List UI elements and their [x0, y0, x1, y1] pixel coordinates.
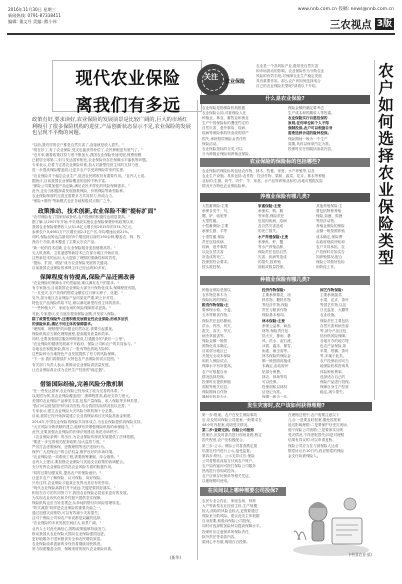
subhead-2: 保障程度有待提高,保险产品还需改善: [40, 275, 135, 281]
faq-heading-2: 农业保险的保险标的包括哪些?: [200, 158, 370, 167]
feature-vertical-title: 农户如何选择农业保险类型: [378, 61, 394, 267]
article-body-3: "农业保险的保障水平仍然偏低,难以满足农户的需求。" 有专家指出,目前我国农业保险大部分只保物化成本,保障程度有限。 "一旦受灾,农户获得的赔偿金额往往只够买种子、化肥。" 另外,部分地区农业保险产品同质化严重,缺乏针对性。 特色农产品保险供给不足,难以满足新型经营主体的需求。 "一些种植大户、家庭农场的风险保障需求更高。" 对此,专家建议,应当逐步提高保险金额,开发收入保险。 除了政策性保险外,还要积极发展商业性农业保险,形成多层次 的保险体系,满足不同主体的保障需求。 "理赔难、理赔慢"的问题也仍然存在,需要引起重视。 保险机构应当简化理赔流程,提高服务质量和效率。 同时,还要加强基层服务网络建设,打通服务的"最后一公里"。 "农业保险的健康发展离不开政府、保险公司和农户的共同参与。" 各地也在积极探索,推出了一批有特色的地方险种。 这些险种为当地特色产业发展提供了有力的风险保障。 "下一步,我们将继续扩大特色农产品保险的试点范围。" 有关部门负责人表示,要推动农业保险高质量发展。 让农业保险真正成为农民生产经营的"稳定器"。: [32, 281, 139, 372]
tag-aquaculture: 水产养殖保险: [258, 234, 280, 239]
hotline: 新闻热线: 0791-87338411: [8, 13, 61, 18]
subhead-3: 借鉴国际经验,完善风险分散机制: [40, 382, 124, 388]
feature-divider: [374, 60, 375, 400]
article-body-4: "在一些发达国家,农业保险已经形成了较为完善的体系。" 以美国为例,其农业保险覆盖面广,保障程度高,政府支持力度大。 美国的农业保险产品种类丰富,包括产量保险、收入保险等多种类型。 "我们可以借鉴国外的成功经验,结合我国实际情况加以完善。" 专家表示,建立农业保险大灾风险分散机制十分必要。 目前,我国已经开始探索建立农业再保险和巨灾风险准备金制度。 2014年,中国农业保险再保险共同体成立,为农业保险提供再保险支持。 "大灾风险分散机制的建立,能够有效增强保险机构的承保能力。" 此外,还要加强农业保险的法律法规建设,规范市场秩序。 《农业保险条例》的出台,为农业保险的规范发展提供了法律依据。 "要进一步完善相关配套政策,加大监管力度。" 严厉打击虚假承保、虚假理赔等违法违规行为。 保护广大投保农户的合法权益,维护良好的市场环境。 "农业保险是一项系统工程,需要统筹兼顾、综合施策。" 业内人士建议,要加强农业保险与其他支农政策的协调配合。 充分发挥农业保险在防范农业风险方面的积极作用。 "同时还要加强宣传,提高农户的保险意识。" 让更多农户了解保险、认可保险、用好保险。 只有这样,农业保险才能真正发挥出其应有的作用。 "现代农业保险离我们并不遥远,关键是要抓好落实。" 相信在各方的共同努力下,我国农业保险必将迎来更好的发展。 为实现农业现代化和乡村振兴提供坚实保障。 保险机构也应当转变观念,从单纯的赔付向风险管理转变。 "防灾减损"同样是农业保险的重要功能之一。 通过加强灾前预防,可以有效减少灾害损失。 这对于保险公司和农户来说都是双赢的选择。 "农业保险的未来发展空间巨大,前景广阔。" 业内人士对此充满信心,期待政策能够持续发力。 推动我国从农业保险大国向农业保险强国迈进。 更好地服务于国家粮食安全和农民增收致富。 农业保险改革创新的步伐仍将继续加快推进。 努力构建覆盖全面、保障适度的现代农业保险体系。: [32, 389, 145, 551]
faq-answer-3-col3: 其他养殖保险:主 要包括特种养殖 保险,如鹿、狐狸 等经济动物。 养殖业保险的保险 金额一般按照养殖 成本确定,保险费 由政府财政补贴和 农户共同承担。农 户投保时应如实告 知养殖情况,配合 保险公司做好验标 和防疫工作。: [316, 204, 345, 270]
faq-answer-4-col1: 种植业保险是指以 农作物及林木为 保险标的的保险。 粮食作物保险:主 要承保水稻、小麦、 玉米等粮食作物, 保险责任包括暴雨、 洪水、内涝、风灾、 雹灾、冻灾、旱灾、 病虫草鼠害等。 保险金额一般按 照物化成本确定。 目前部分地区已 开展完全成本保险 和收入保险试点, 保障水平有所提高。 农户可根据自身 情况选择投保。 投保时应提供种植 面积等相关信息。 保险期间自作物 播种至收获为止。: [202, 288, 235, 398]
faq-answer-4-col2: 经济作物保险: 主要承保棉花、油 料作物、糖料作物 等经济作物,保险 责任与粮食作物 保险基本相同。 林木保险:主要 承保公益林、商品 林等,保险责任包 括火灾、暴雨、暴 风、洪水、泥石流、 冰雹、霜冻、暴雪、 雨凇、病虫害等。 林木保险的保险金 额一般按照再植成 本确定,由政府补 贴部分保费。 林农、林场等均 可以投保。 投保面积以林权 证登记为准。 保期一般为一年。: [262, 288, 295, 398]
feature-intro: 农业是一个高风险产业,极易受自然灾害 和市场波动的影响。农业保险作为分散农业 风险的有效手段,对保障农业生产稳定发展 具有重要作用。那么农户该如何选择适合 自己的农业保险类型呢?请看以下介绍。: [256, 64, 325, 89]
feature-credit: (中国农业部): [348, 552, 372, 557]
article-byline: (新华): [170, 555, 182, 560]
headline-line-2: 离我们有多远: [75, 96, 181, 116]
faq-answer-1-right: 保险金额的确定要考虑 生产成本和预期收入等因素。 农业保险实行自愿投保的 原则,任何单位和个人不得 强制投保,农户可以根据自身 需要选择合适的险种投保。 保险期间一般为一个生产 周期,具体以保单约定为准。 投保时应仔细阅读条款内容。: [288, 106, 335, 151]
tag-horticulture: 园艺作物保险: [320, 288, 342, 292]
article-body-2: "农村保险有了国家财政补贴,农户投保的积极性也明显提高。" 据了解,从2007年开始,中央财政实施农业保险保费补贴政策以来, 我国农业保险保费收入从51.8亿元增长到2015年的374.7亿元。 参保农户从4981万户次增长到2.3亿户次,年均增速达到21%。 同时,保险品种也由最初的5个增加到目前的190余种,覆盖农、林、牧、 渔各个方面,基本覆盖了主要大宗农产品。 "新一轮的技术创新,让农业保险服务更加便捷高效。" 无人机查勘、卫星遥感等新技术已在部分地区开始应用。 这些新技术的运用,大大提高了理赔的准确性和时效性。 "提标、扩面、增品"成为农业保险发展的关键词。 目前我国农业保险的承保主体已经达到30多家。: [32, 215, 145, 270]
headline: [58, 64, 198, 116]
column-divider: [197, 100, 198, 560]
editor-credits: 编辑: 董文丹 美编: 熊小伟: [8, 19, 57, 24]
feature-badge: [195, 64, 253, 98]
tag-forestry: 林木保险: [262, 318, 277, 323]
article-body-1: "以前,我们村的农户都是自然灾害了,直接就是收入损失。" "现在好了,有了农业保险,受灾也能获得补偿了,农民种粮更有底气了。" "近年来,随着政策扶持力度不断加大,我国农业保险快速发展,保费规模 已跃居全球第二,但与发达国家相比,农业保险仍存在保障水平偏低等问题。 专家表示,应着力完善农业保险体系,加大对新型经营主体的支持力度, 进一步提高保险覆盖面,让更多农户享受到保险带来的实惠。 "农业保险对于稳定农业生产,促进农民增收具有重要作用。"业内人士说。 据统计,目前我国农业保险覆盖的品种不断丰富。 "保险公司要加强产品创新,满足农民多样化的风险保障需求。" 此外,还应当积极探索发展指数保险、价格保险等新型险种。 农业保险制度的完善还需要多方共同努力,形成合力。 "保险+期货"等新模式也在各地积极试点推广之中。: [32, 143, 150, 204]
badge-label: 关注: [204, 73, 218, 81]
subhead-1: 政策推动、技术创新,农业保险不断"提标扩面": [38, 209, 157, 215]
headline-line-1: 现代农业保险: [75, 69, 181, 89]
faq-heading-5: 发生灾害时,农户该如何获得理赔?: [200, 402, 372, 411]
section-number: 3版: [376, 19, 392, 29]
faq-heading-4: 种植业保险有哪几类?: [200, 276, 370, 285]
date-line: 2016年11月30日 星期三: [8, 7, 56, 12]
badge-topic: 农业保险: [225, 79, 246, 85]
faq-answer-5-left: 第一步:报案。农户在发生保险事故 后,应及时向保险公司报案,一般要求在 48小时内报案,说明受灾情况。 第二步:查勘定损。保险公司接到 报案后,应及时派员进行现场查勘,核定 损失程度,农户应积极配合。 第三步:公示。保险公司将查勘定损 结果在村内进行公示,接受监督。 第四步:赔付。公示无异议后,保险 公司将赔款直接支付到农户账户。 农户如有疑问可拨打保险公司服务 热线进行咨询或投诉。 农户应保存好保单等相关凭证。 以便理赔时使用。: [202, 413, 262, 484]
farmer-illustration: [288, 488, 374, 558]
tag-cash-crops: 经济作物保险: [262, 288, 284, 292]
faq-answer-2: 农业保险的保险标的包括农作物、林木、牲畜、家禽、水产养殖等,以及 农业生产设施。具体包括:农作物、经济作物、果树、蔬菜、花卉、林木等种植 业标的;生猪、奶牛、肉牛、羊、家禽、水产品等养殖业标的,各地可根据实际 情况开办特色农业保险险种。: [202, 169, 326, 189]
tag-grain: 粮食作物保险: [202, 303, 224, 308]
article-lead: 政策有好,要求读好,农业保险的发展前景是比较广阔的,巨大的市场红利吸引了很多保险机构的进驻,产品创新状态显示不足,农业保险的发展也呈现不平衡的问题。: [32, 117, 191, 137]
section-label: [330, 16, 394, 32]
website-line[interactable]: www.nnb.com.cn 投稿: news@nnb.com.cn: [297, 7, 394, 12]
page-header: [0, 0, 402, 36]
faq-answer-6: 农民专业合作社、家庭农场、种养 大户等新型农业经营主体,生产规模 较大,面临的风险也较大,更需要通过 保险来分散风险。建议此类主体根据 自身需要,积极向保险公司投保, 同时可选择附加险种以提高保障水平。 投保时应注意保单的保险责任、 除外责任等条款内容。 做到心中有数,明明白白投保。: [202, 499, 264, 544]
faq-answer-3-col2: 家禽保险:主要 承保鸡、鸭、鹅 等家禽,保险责任 包括因疾病、疫病 及自然灾害造成 的死亡损失。 水产养殖保险:主要 承保鱼、虾、蟹 等水产养殖品种, 保险责任包括自然 灾害、疾病等造成 的损失,按养殖 面积或数量投保。: [258, 204, 289, 270]
faq-answer-5-right: 在理赔过程中,农户需要注意以下 几点:一是要及时报案,避免因报案 延迟影响理赔;二是要保护好受灾现场, 便于保险公司查勘;三是要如实反映 受灾情况,不得虚报损失;四是对理赔 结果有异议的,可以申请复核。 保险公司应当在与被保险人达成 赔偿协议后10日内,将应赔偿的保险 金支付给被保险人。: [288, 413, 348, 458]
faq-answer-4-col3: 园艺作物保险: 主要承保蔬菜、 水果、花卉、茶叶 等园艺作物,以及 日光温室、大棚等 农业设施。 保险责任主要包括 自然灾害和病虫害 等,部分产品还包 括价格风险保障。 各地开办的地方特 色农产品保险,如 苹果、柑橘、茶叶 等,多属于此类。 农户投保前可向当 地保险机构咨询具 体险种和费率。 选择适合自己的 保险产品进行投保。 保障自身生产经营 稳定,减少损失。: [320, 288, 353, 394]
faq-answer-3-col1: 大牲畜保险:主要 承保各类牛、马、 骡、驴、骆驼等 大型牲畜。 小牲畜保险:主要 承保生猪、羊等 小型牲畜,保险 责任包括疾病、 疫病、意外事故 以及自然灾害 所造成的死亡。 投保需符合要求。 按头数投保。: [202, 204, 231, 270]
faq-heading-3: 养殖业保险有哪几类?: [200, 193, 370, 202]
faq-heading-6: 在民间以上哪种需要公司投保?: [200, 487, 286, 496]
tag-poultry: 家禽保险: [258, 204, 273, 208]
header-rule: [7, 33, 395, 35]
illustration-graphic: [288, 488, 374, 558]
section-name: 三农视点: [329, 18, 372, 31]
faq-answer-1-left: 农业保险是指保险机构根据 农业保险合同,对被保险人在 种植业、林业、畜牧业和渔业 生产中因保险标的遭受约定的 自然灾害、意外事故、疫病、 疾病等保险事故所造成的财产 损失,承担赔偿保险金责任的 保险活动。 农业保险按标的分类,可以 分为种植业保险和养殖业保险。: [202, 106, 253, 156]
faq-heading-1: 什么是农业保险?: [200, 95, 370, 104]
header-meta: [8, 7, 61, 25]
